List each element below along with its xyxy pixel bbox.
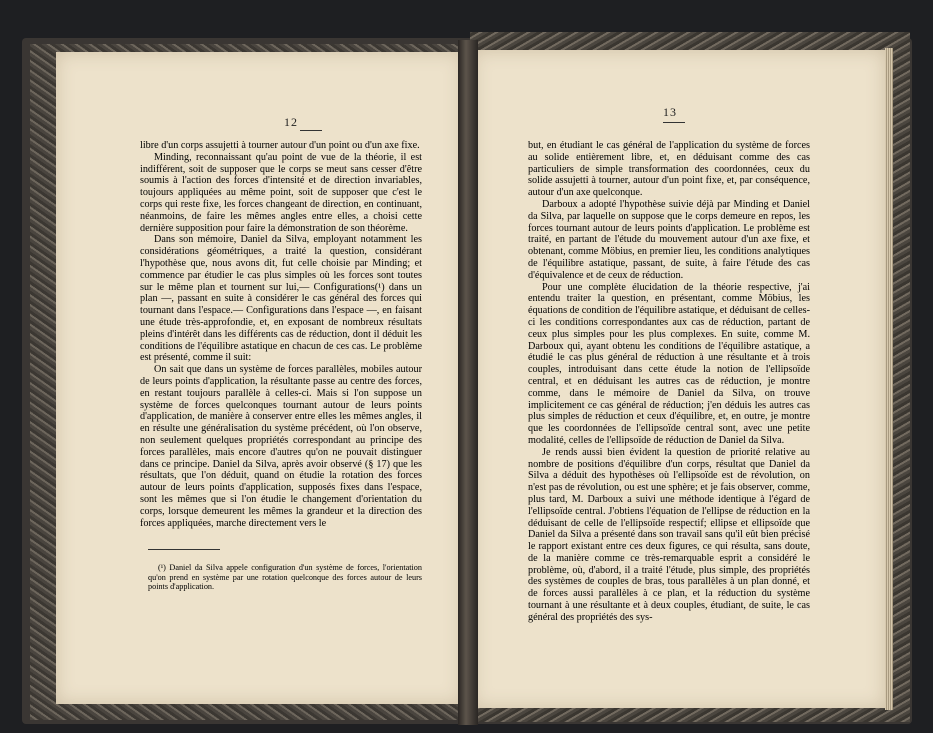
paragraph: Je rends aussi bien évident la question de priorité relative au nombre de positions d'équilibre d'un corps, résultat que Daniel da Silva a déduit des hypothèses où l'ellipsoïde est de révolution, on n'est pas de révolution, ou est une sphère; et je fais observer, comme, plus tard, M. Darboux a suivi une méthode identique à l'égard de l'ellipsoïde central. J'obtiens l'équation de l'ellipse de réduction en la déduisant de celle de l'ellipsoïde respectif; ellipse et ellipsoïde que Daniel da Silva a présenté dans son travail sans qu'il eût bien précisé le rapport existant entre ces deux figures, ce qui résulta, sans doute, de la manière comme ce très-remarquable esprit a considéré le problème, où, d'abord, il a traité l'étude, plus simple, des propriétés des systèmes de couples de bras, tous parallèles à un plan donné, et de forces aussi parallèles à ce plan, et la réduction du système tournant à une résultante et à deux couples, étudiant, de suite, le cas général des propriétés des sys- [528, 446, 810, 623]
footnote [148, 563, 422, 592]
header-rule-left [300, 130, 322, 131]
page-number-right: 13 [663, 105, 677, 119]
paragraph: Minding, reconnaissant qu'au point de vue de la théorie, il est indifférent, soit de supposer que le corps se meut sans cesser d'être soumis à l'action des forces d'intensité et de direction invariables, toujours appliquées au même point, soit de supposer que c'est le corps qui reste fixe, les forces changeant de direction, en continuant, néanmoins, de faire les mêmes angles entre elles, a choisi cette dernière supposition pour faire la démonstration de son théorème. [140, 151, 422, 234]
paragraph: Dans son mémoire, Daniel da Silva, employant notamment les considérations géométriques, a traité la question, considérant l'hypothèse que, nous avons dit, fut celle choisie par Minding; et commence par étudier le cas plus simples où les forces sont toutes sur le même plan et tournent sur lui,— Configurations(¹) dans un plan —, passant en suite à considérer le cas général des forces qui tournant dans l'espace.— Configurations dans l'espace —, en faisant une étude très-approfondie, et, en exposant de nombreux résultats pleins d'intérêt dans les différents cas de réduction, dont il déduit les conditions de l'équilibre astatique en chacun de ces cas. Le problème est présenté, comme il suit: [140, 234, 422, 364]
right-page-body [528, 140, 810, 624]
footnote-text: (¹) Daniel da Silva appele configuration d'un système de forces, l'orientation qu'on prend en système par une rotation quelconque des forces autour de leurs points d'application. [148, 563, 422, 592]
paragraph: Pour une complète élucidation de la théorie respective, j'ai entendu traiter la question, en présentant, comme Möbius, les équations de condition de l'équilibre astatique, et déduisant de celles-ci les conditions correspondantes aux cas de réduction, partant de ceux plus simples pour les plus complexes. En suite, comme M. Darboux qui, ayant obtenu les conditions de l'équilibre astatique, a étudié le cas plus général de réduction à une résultante et à trois couples, introduisant dans cette étude la notion de l'ellipsoïde central, et en déduisant les autres cas de réduction, je montre comme, dans le mémoire de Daniel da Silva, on trouve implicitement ce cas général de réduction; j'en déduis les autres cas plus simples de réduction et ceux d'équilibre, et, en outre, je montre que les coordonnées de l'ellipsoïde central sont, avec une petite modalité, celles de l'ellipsoïde de réduction de Daniel da Silva. [528, 281, 810, 446]
paragraph: but, en étudiant le cas général de l'application du système de forces au solide entièrement libre, et, en déduisant comme des cas particuliers de simple transformation des coordonnées, ceux du solide assujetti à tourner, autour d'un point fixe, et, par conséquence, autour d'un axe quelconque. [528, 140, 810, 199]
paragraph: libre d'un corps assujetti à tourner autour d'un point ou d'un axe fixe. [140, 140, 420, 151]
paragraph: On sait que dans un système de forces parallèles, mobiles autour de leurs points d'application, la résultante passe au centre des forces, en restant toujours parallèle à celles-ci. Mais si l'on suppose un système de forces quelconques tournant autour de leurs points d'application, de manière à conserver entre elles les mêmes angles, il en résulte une généralisation du système précédent, où l'on observe, non seulement quelques propriétés correspondant au principe des forces parallèles, mais encore d'autres qu'on ne pouvait distinguer dans ce principe. Daniel da Silva, après avoir observé (§ 17) que les résultats, que l'on déduit, quand on étudie la rotation des forces autour de leurs points d'application, supposés fixes dans l'espace, sont les mêmes que si l'on étudie le changement d'orientation du corps, lorsque demeurent les mêmes la grandeur et la direction des forces appliquées, marche directement vers le [140, 364, 422, 529]
book-gutter [458, 40, 478, 725]
page-edges [885, 48, 893, 710]
left-page-body [140, 140, 422, 529]
header-rule-right [663, 122, 685, 123]
paragraph: Darboux a adopté l'hypothèse suivie déjà par Minding et Daniel da Silva, par laquelle on suppose que le corps demeure en repos, les forces tournant autour de leurs points d'application. Le problème est traité, en partant de l'étude du mouvement autour d'un axe fixe, et obtenant, comme Möbius, en premier lieu, les conditions analytiques de l'équilibre astatique, passant, de suite, à faire l'étude des cas d'équivalence et de ceux de réduction. [528, 198, 810, 281]
footnote-rule [148, 549, 220, 550]
page-number-left: 12 [284, 115, 298, 129]
